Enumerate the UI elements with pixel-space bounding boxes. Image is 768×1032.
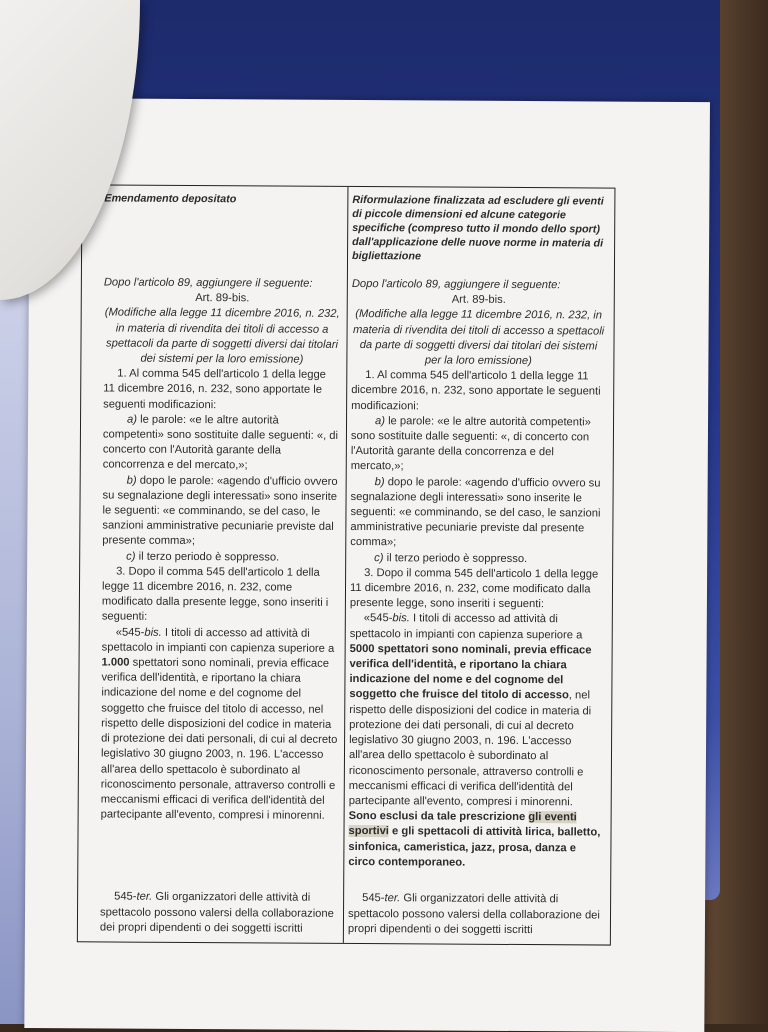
column-header: Riformulazione finalizzata ad escludere gli eventi di piccole dimensioni ed alcune categorie specifiche (compreso tutto il mondo dello sport) dall'applicazione delle nuove norme in materia di bigliettazione	[352, 193, 604, 263]
article-subtitle: (Modifiche alla legge 11 dicembre 2016, n. 232, in materia di rivendita dei titoli di accesso a spettacoli da parte di soggetti diversi dai titolari dei sistemi per la loro emissione)	[104, 306, 340, 366]
point-a: a) le parole: «e le altre autorità competenti» sono sostituite dalle seguenti: «, di concerto con l'Autorità garante della concorrenza e del mercato,»;	[102, 413, 339, 472]
paragraph-3: 3. Dopo il comma 545 dell'articolo 1 della legge 11 dicembre 2016, n. 232, come modificato dalla presente legge, sono inseriti i seguenti:	[101, 565, 329, 624]
paragraph-1: 1. Al comma 545 dell'articolo 1 della legge 11 dicembre 2016, n. 232, sono apportate le seguenti modificazioni:	[351, 369, 601, 413]
document-page	[24, 98, 710, 1032]
intro-text: Dopo l'articolo 89, aggiungere il seguente:	[103, 276, 313, 290]
article-subtitle: (Modifiche alla legge 11 dicembre 2016, n. 232, in materia di rivendita dei titoli di accesso a spettacoli da parte di soggetti diversi dai titolari dei sistemi per la loro emissione)	[352, 308, 605, 368]
column-emendamento	[78, 185, 349, 943]
paragraph-1: 1. Al comma 545 dell'articolo 1 della legge 11 dicembre 2016, n. 232, sono apportate le seguenti modificazioni:	[103, 367, 326, 411]
comma-545-bis: «545-bis. I titoli di accesso ad attività di spettacolo in impianti con capienza superiore a 1.000 spettatori sono nominali, previa efficace verifica dell'identità, e riportano la chiara indicazione del nome e del cognome del soggetto che fruisce del titolo di accesso, nel rispetto delle disposizioni del codice in materia di protezione dei dati personali, di cui al decreto legislativo 30 giugno 2003, n. 196. L'accesso all'area dello spettacolo è subordinato al riconoscimento personale, attraverso controlli e meccanismi efficaci di verifica dell'identità del partecipante all'evento, compresi i minorenni.	[100, 626, 338, 822]
point-a: a) le parole: «e le altre autorità competenti» sono sostituite dalle seguenti: «, di concerto con l'Autorità garante della concorrenza e del mercato,»;	[350, 414, 591, 473]
paragraph-3: 3. Dopo il comma 545 dell'articolo 1 della legge 11 dicembre 2016, n. 232, come modificato dalla presente legge, sono inseriti i seguenti:	[349, 566, 599, 611]
highlight-eventi-sportivi: gli eventi sportivi	[348, 811, 577, 838]
column-riformulazione	[344, 187, 615, 945]
article-title: Art. 89-bis.	[451, 293, 506, 307]
intro-text: Dopo l'articolo 89, aggiungere il seguente:	[351, 277, 561, 292]
comparison-table	[77, 184, 616, 945]
column-header: Emendamento depositato	[104, 192, 237, 206]
comma-545-ter: 545-ter. Gli organizzatori delle attività di spettacolo possono valersi della collaborazione dei propri dipendenti o dei soggetti iscritti	[99, 890, 334, 935]
point-b: b) dopo le parole: «agendo d'ufficio ovvero su segnalazione degli interessati» sono inserite le seguenti: «e comminando, se del caso, le sanzioni amministrative pecuniarie previste dal presente comma»;	[102, 474, 338, 548]
point-b: b) dopo le parole: «agendo d'ufficio ovvero su segnalazione degli interessati» sono inserite le seguenti: «e comminando, se del caso, le sanzioni amministrative pecuniarie previste dal presente comma»;	[350, 475, 601, 549]
article-title: Art. 89-bis.	[195, 292, 250, 305]
comma-545-ter: 545-ter. Gli organizzatori delle attività di spettacolo possono valersi della collaborazione dei propri dipendenti o dei soggetti iscritti	[347, 892, 600, 936]
point-c: c) il terzo periodo è soppresso.	[126, 550, 280, 564]
point-c: c) il terzo periodo è soppresso.	[374, 551, 528, 565]
comma-545-bis: «545-bis. I titoli di accesso ad attività di spettacolo in impianti con capienza superiore a 5000 spettatori sono nominali, previa efficace verifica dell'identità, e riportano la chiara indicazione del nome e del cognome del soggetto che fruisce del titolo di accesso, nel rispetto delle disposizioni del codice in materia di protezione dei dati personali, di cui al decreto legislativo 30 giugno 2003, n. 196. L'accesso all'area dello spettacolo è subordinato al riconoscimento personale, attraverso controlli e meccanismi efficaci di verifica dell'identità del partecipante all'evento, compresi i minorenni. Sono esclusi da tale prescrizione gli eventi sportivi e gli spettacoli di attività lirica, balletto, sinfonica, cameristica, jazz, prosa, danza e circo contemporaneo.	[348, 612, 601, 869]
